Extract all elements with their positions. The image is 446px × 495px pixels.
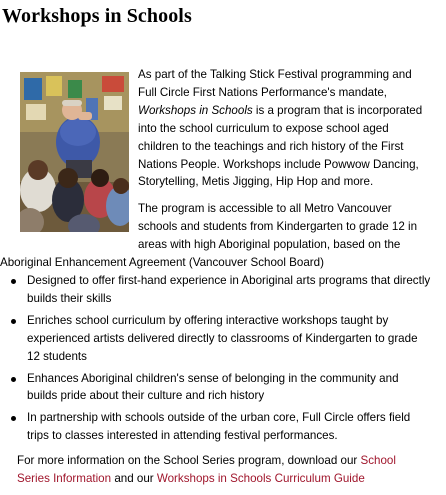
list-item <box>0 370 432 406</box>
program-name-italic: Workshops in Schools <box>138 103 253 117</box>
photo-spacer <box>0 66 138 244</box>
bullet-icon <box>11 319 16 324</box>
bullet-icon <box>11 416 16 421</box>
list-item-text: In partnership with schools outside of the urban core, Full Circle offers field trips to classes interested in attending festival performances. <box>27 411 411 443</box>
list-item <box>0 409 432 445</box>
closing-paragraph <box>17 452 432 488</box>
closing-text-start: For more information on the School Series program, download our <box>17 454 361 467</box>
intro-section <box>0 66 431 272</box>
bullet-icon <box>11 279 16 284</box>
page-title: Workshops in Schools <box>2 5 192 27</box>
intro-text-end: is a program that is incorporated into the school curriculum to expose school aged children to the teachings and rich history of the First Nations People. Workshops include Powwow Dancing, Storytelling, Metis Jigging, Hip Hop and more. <box>138 103 423 189</box>
benefits-list <box>0 272 432 449</box>
intro-text-start: As part of the Talking Stick Festival programming and Full Circle First Nations Performance's mandate, <box>138 68 412 99</box>
list-item <box>0 272 432 308</box>
list-item <box>0 312 432 366</box>
list-item-text: Enriches school curriculum by offering interactive workshops taught by experienced artists delivered directly to classrooms of Kindergarten to grade 12 students <box>27 313 418 363</box>
closing-text-middle: and our <box>111 471 157 485</box>
list-item-text: Designed to offer first-hand experience in Aboriginal arts programs that directly builds their skills <box>27 274 431 305</box>
accessibility-paragraph: The program is accessible to all Metro Vancouver schools and students from Kindergarten to grade 12 in areas with high Aboriginal population, based on the Aboriginal Enhancement Agreement (Vancouver School Board) <box>0 202 418 270</box>
bullet-icon <box>11 377 16 382</box>
school-series-info-link[interactable]: School Series Information <box>17 454 396 485</box>
list-item-text: Enhances Aboriginal children's sense of belonging in the community and builds pride about their culture and rich history <box>27 371 399 403</box>
curriculum-guide-link[interactable]: Workshops in Schools Curriculum Guide <box>156 471 365 485</box>
